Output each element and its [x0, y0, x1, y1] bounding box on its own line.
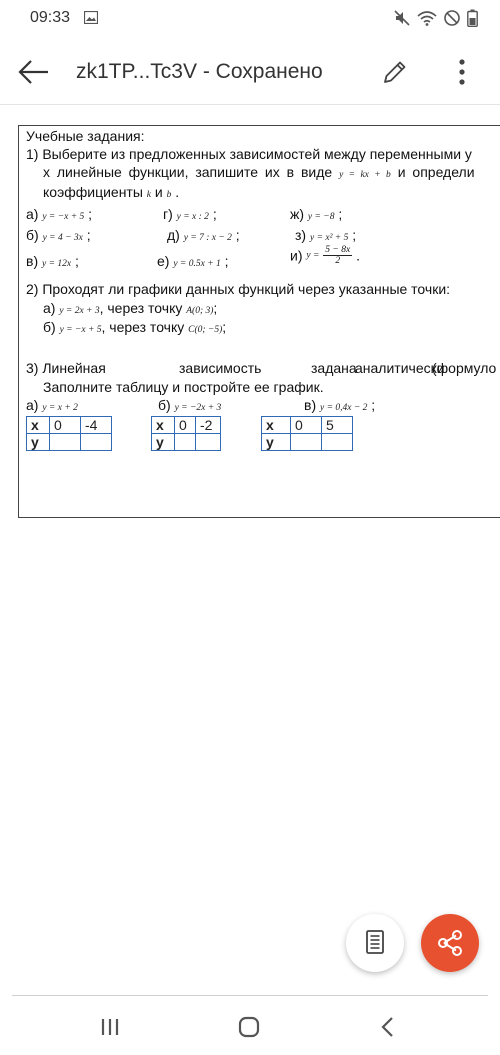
x-header: x	[152, 417, 175, 434]
item-label: в)	[26, 253, 39, 269]
x-header: x	[27, 417, 50, 434]
table-cell	[322, 434, 353, 451]
table-cell	[81, 434, 112, 451]
status-bar	[0, 0, 500, 36]
sep: ;	[371, 397, 376, 413]
table-cell: 0	[291, 417, 322, 434]
task3-line1-c: задана	[311, 360, 357, 376]
sep: ;	[338, 206, 343, 222]
sep: ;	[352, 227, 357, 243]
document-title: zk1TP...Tc3V - Сохранено	[76, 60, 323, 83]
table-cell	[175, 434, 196, 451]
item-label: и)	[290, 247, 303, 264]
item-label: ж)	[290, 206, 305, 222]
formula: y = 2x + 3	[59, 306, 100, 316]
status-time: 09:33	[30, 9, 71, 26]
status-icons	[393, 9, 478, 27]
task2-b	[43, 319, 226, 335]
task3-line1-d: аналитически	[355, 360, 445, 376]
table-cell: 0	[175, 417, 196, 434]
do-not-disturb-icon	[443, 9, 461, 27]
through-point-text: , через точку	[101, 319, 185, 335]
battery-icon	[467, 9, 478, 27]
item-v	[26, 253, 79, 269]
item-z	[295, 227, 356, 243]
task3-line2: Заполните таблицу и постройте ее график.	[43, 379, 324, 395]
fraction-denominator: 2	[335, 256, 341, 266]
more-vert-icon[interactable]	[450, 57, 474, 87]
table-cell: -4	[81, 417, 112, 434]
formula: y = x : 2	[176, 212, 209, 222]
table-cell: -2	[196, 417, 221, 434]
sep: ;	[86, 227, 91, 243]
item-e	[157, 253, 229, 269]
mute-icon	[393, 9, 411, 27]
table-cell: 0	[50, 417, 81, 434]
through-point-text: , через точку	[99, 300, 183, 316]
item-label: а)	[43, 300, 56, 316]
task2-line1: 2) Проходят ли графики данных функций через указанные точки:	[26, 281, 451, 297]
formula: y =	[306, 250, 320, 261]
and-text: и	[154, 184, 163, 200]
task2-a	[43, 300, 217, 316]
point: C(0; −5)	[188, 325, 223, 335]
sep: ;	[74, 253, 79, 269]
y-header: y	[152, 434, 175, 451]
system-nav-bar	[0, 1000, 500, 1055]
item-d	[167, 227, 240, 243]
sep: .	[356, 247, 360, 264]
task1-line3-text: коэффициенты	[43, 184, 143, 200]
task3-line1-b: зависимость	[179, 360, 262, 376]
formula: y = 0.5x + 1	[173, 259, 221, 269]
share-button[interactable]	[421, 914, 479, 972]
formula: y = −8	[307, 212, 335, 222]
task1-line3: коэффициенты k и b .	[43, 184, 180, 200]
share-icon	[421, 914, 479, 972]
item-g	[163, 206, 217, 222]
formula: y = 7 : x − 2	[183, 233, 232, 243]
item-label: а)	[26, 206, 39, 222]
formula: y = kx + b	[339, 170, 391, 180]
sep: ;	[212, 206, 217, 222]
formula: y = x² + 5	[309, 233, 349, 243]
fraction-numerator: 5 − 8x	[325, 245, 351, 255]
document-icon	[346, 914, 404, 972]
formula: y = 0,4x − 2	[320, 403, 368, 413]
xy-table-a	[26, 416, 112, 451]
appbar-divider	[0, 104, 500, 105]
document-view-button[interactable]	[346, 914, 404, 972]
item-label: б)	[43, 319, 56, 335]
edit-pencil-icon[interactable]	[380, 57, 410, 87]
xy-table-b	[151, 416, 221, 451]
nav-back-icon[interactable]	[374, 1014, 404, 1040]
sep: ;	[235, 227, 240, 243]
back-arrow-icon[interactable]	[16, 56, 52, 88]
task1-line1: 1) Выберите из предложенных зависимостей между переменными у	[26, 146, 472, 162]
item-label: е)	[157, 253, 170, 269]
formula: y = −x + 5	[42, 212, 85, 222]
item-label: а)	[26, 397, 39, 413]
fraction	[323, 245, 352, 266]
nav-recents-icon[interactable]	[95, 1014, 125, 1040]
item-label: з)	[295, 227, 307, 243]
table-cell	[196, 434, 221, 451]
k-var: k	[146, 190, 152, 200]
formula: y = x + 2	[42, 403, 78, 413]
sep: ;	[224, 253, 229, 269]
wifi-icon	[417, 9, 437, 27]
item-label: б)	[26, 227, 39, 243]
b-var: b	[166, 190, 172, 200]
task1-line2	[43, 164, 475, 180]
formula: y = 4 − 3x	[42, 233, 83, 243]
item-a	[26, 206, 92, 222]
task3-line1-e: (формуло	[432, 360, 497, 376]
app-bar	[0, 40, 500, 104]
table-cell	[291, 434, 322, 451]
item-i	[290, 245, 360, 266]
nav-divider	[12, 995, 488, 996]
y-header: y	[27, 434, 50, 451]
heading: Учебные задания:	[26, 128, 145, 144]
x-header: x	[262, 417, 291, 434]
table-cell: 5	[322, 417, 353, 434]
sep: ;	[222, 319, 227, 335]
gallery-icon	[84, 11, 98, 24]
sep: ;	[213, 300, 218, 316]
item-b	[26, 227, 91, 243]
task3-a	[26, 397, 78, 413]
item-zh	[290, 206, 342, 222]
item-label: д)	[167, 227, 180, 243]
formula: y = 12x	[42, 259, 72, 269]
task1-line2-text: х линейные функции, запишите их в виде	[43, 164, 333, 180]
formula: y = −x + 5	[59, 325, 102, 335]
task1-line2-end: и определи	[397, 164, 475, 180]
nav-home-icon[interactable]	[234, 1014, 264, 1040]
formula: y = −2x + 3	[174, 403, 222, 413]
task3-line1-a: 3) Линейная	[26, 360, 106, 376]
table-cell	[50, 434, 81, 451]
y-header: y	[262, 434, 291, 451]
point: A(0; 3)	[186, 306, 214, 316]
task3-b	[158, 397, 221, 413]
xy-table-c	[261, 416, 353, 451]
item-label: г)	[163, 206, 173, 222]
sep: ;	[88, 206, 93, 222]
item-label: в)	[304, 397, 317, 413]
item-label: б)	[158, 397, 171, 413]
document-page[interactable]	[18, 125, 500, 518]
task3-c	[304, 397, 375, 413]
